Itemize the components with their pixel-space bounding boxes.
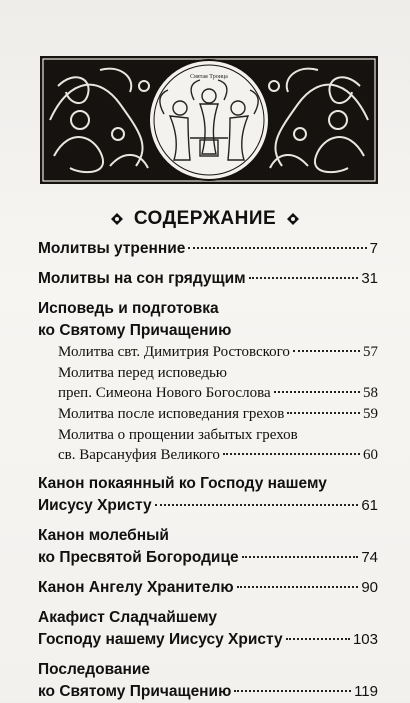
toc-subentry[interactable] bbox=[38, 425, 378, 465]
toc-entry-title: преп. Симеона Нового Богослова bbox=[58, 385, 271, 401]
toc-entry-title: Иисусу Христу bbox=[38, 497, 152, 514]
toc-entry[interactable] bbox=[38, 577, 378, 599]
dot-leader bbox=[223, 453, 360, 455]
toc-page-number: 61 bbox=[361, 497, 378, 514]
dot-leader bbox=[249, 277, 359, 279]
toc-page-number: 60 bbox=[363, 447, 378, 463]
diamond-ornament-icon bbox=[110, 212, 124, 226]
toc-entry[interactable] bbox=[38, 473, 378, 517]
dot-leader bbox=[234, 690, 351, 692]
toc-page-number: 7 bbox=[369, 240, 378, 257]
dot-leader bbox=[274, 391, 360, 393]
table-of-contents bbox=[38, 238, 378, 703]
toc-entry-title: ко Пресвятой Богородице bbox=[38, 549, 239, 566]
toc-entry-title: Исповедь и подготовка bbox=[38, 300, 219, 317]
toc-entry-title: Господу нашему Иисусу Христу bbox=[38, 631, 283, 648]
toc-entry-title: Молитва перед исповедью bbox=[58, 365, 227, 381]
toc-entry-title: Молитва свт. Димитрия Ростовского bbox=[58, 344, 290, 360]
dot-leader bbox=[293, 350, 360, 352]
toc-entry-title: ко Святому Причащению bbox=[38, 683, 232, 700]
toc-entry-title: Канон покаянный ко Господу нашему bbox=[38, 475, 327, 492]
dot-leader bbox=[286, 638, 350, 640]
icon-caption: Святая Троица bbox=[190, 74, 228, 80]
dot-leader bbox=[237, 586, 359, 588]
toc-page-number: 74 bbox=[361, 549, 378, 566]
toc-page-number: 90 bbox=[361, 579, 378, 596]
toc-subentry[interactable] bbox=[38, 342, 378, 362]
toc-entry-title: ко Святому Причащению bbox=[38, 322, 232, 339]
toc-entry-title: Молитвы на сон грядущим bbox=[38, 270, 246, 287]
toc-subentry[interactable] bbox=[38, 363, 378, 403]
dot-leader bbox=[188, 247, 366, 249]
toc-entry[interactable] bbox=[38, 238, 378, 260]
toc-entry[interactable] bbox=[38, 607, 378, 651]
toc-page-number: 58 bbox=[363, 385, 378, 401]
toc-entry[interactable] bbox=[38, 298, 378, 342]
title-row bbox=[36, 206, 374, 232]
toc-entry-title: Последование bbox=[38, 661, 151, 678]
toc-entry[interactable] bbox=[38, 268, 378, 290]
dot-leader bbox=[155, 504, 359, 506]
toc-entry-title: Молитвы утренние bbox=[38, 240, 186, 257]
toc-entry-title: Молитва после исповедания грехов bbox=[58, 406, 285, 422]
toc-entry[interactable] bbox=[38, 659, 378, 703]
toc-page-number: 119 bbox=[354, 683, 378, 700]
toc-page-number: 103 bbox=[352, 631, 378, 648]
toc-entry-title: Молитва о прощении забытых грехов bbox=[58, 427, 298, 443]
toc-entry[interactable] bbox=[38, 525, 378, 569]
toc-subentry[interactable] bbox=[38, 404, 378, 424]
toc-entry-title: Канон молебный bbox=[38, 527, 169, 544]
toc-entry-title: Канон Ангелу Хранителю bbox=[38, 579, 234, 596]
toc-entry-title: Акафист Сладчайшему bbox=[38, 609, 218, 626]
toc-page-number: 31 bbox=[361, 270, 378, 287]
toc-entry-title: св. Варсануфия Великого bbox=[58, 447, 220, 463]
dot-leader bbox=[242, 556, 359, 558]
toc-page-number: 57 bbox=[363, 344, 378, 360]
toc-page-number: 59 bbox=[363, 406, 378, 422]
dot-leader bbox=[287, 412, 360, 414]
diamond-ornament-icon bbox=[286, 212, 300, 226]
page-title: СОДЕРЖАНИЕ bbox=[133, 208, 277, 229]
trinity-icon-ornament bbox=[40, 56, 378, 184]
